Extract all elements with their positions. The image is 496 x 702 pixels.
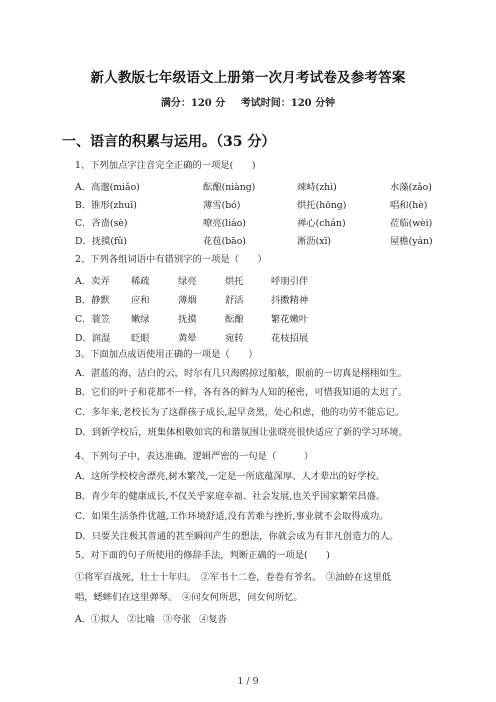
option-cell: 莅临(wèi) <box>390 218 433 229</box>
q5-text-line-1: ①将军百战死，壮士十年归。 ②军书十二卷，卷卷有爷名。 ③油蛉在这里低 <box>75 572 392 583</box>
word-cell: 黄晕 <box>178 333 197 344</box>
word-cell: A．卖弄 <box>75 276 110 287</box>
option-cell: 禅心(chán) <box>297 218 346 229</box>
option-cell: 屋檐(yán) <box>390 236 433 247</box>
exam-time: 考试时间：120 分钟 <box>240 98 336 109</box>
word-cell: 呼朋引伴 <box>271 276 309 287</box>
q4-option-d: D．只要关注极其普通的甚至瞬间产生的想法，你就会成为有非凡创造力的人。 <box>75 531 399 542</box>
word-cell: 抚摸 <box>178 314 197 325</box>
q3-option-d: D．到新学校后，班集体相敬如宾的和谐氛围让张晓亮很快适应了新的学习环境。 <box>75 427 408 438</box>
word-cell: 酝酿 <box>225 314 244 325</box>
option-cell: 薄雪(bó) <box>203 200 241 211</box>
word-cell: 烘托 <box>225 276 244 287</box>
word-cell: B．静默 <box>75 295 110 306</box>
q5-text-line-2: 唱，蟋蟀们在这里弹琴。 ④问女何所思，问女何所忆。 <box>75 592 303 603</box>
word-cell: 应和 <box>131 295 150 306</box>
option-cell: 唱和(hè) <box>390 200 428 211</box>
q4-option-c: C．如果生活条件优越,工作环境舒适,没有苦难与挫折,事业就不会取得成功。 <box>75 511 389 522</box>
question-4-stem: 4、下列句子中，表达准确、逻辑严密的一句是（ ） <box>75 451 314 462</box>
q5-option: ③夸张 <box>163 614 191 625</box>
section-heading: 一、语言的积累与运用。（35 分） <box>62 134 276 150</box>
word-cell: 舒活 <box>225 295 244 306</box>
word-cell: 稀疏 <box>131 276 150 287</box>
q4-option-b: B．青少年的健康成长,不仅关乎家庭幸福、社会发展,也关乎国家繁荣昌盛。 <box>75 491 386 502</box>
option-cell: D．抚摸(fǔ) <box>75 236 128 247</box>
question-1-stem: 1、下列加点字注音完全正确的一项是( ) <box>75 160 256 171</box>
q3-option-a: A．湛蓝的海，洁白的云，时尔有几只海鸥掠过船舷，眼前的一切真是栩栩如生。 <box>75 368 408 379</box>
question-3-stem: 3、下面加点成语使用正确的一项是（ ） <box>75 349 258 360</box>
q5-option: ④复沓 <box>199 614 227 625</box>
q4-option-a: A．这所学校校舍漂亮,树木繁茂,一定是一所底蕴深厚、人才辈出的好学校。 <box>75 471 386 482</box>
option-cell: 竦峙(zhì) <box>297 182 337 193</box>
word-cell: C．蓑笠 <box>75 314 111 325</box>
option-cell: C．吝啬(sè) <box>75 218 128 229</box>
q3-option-c: C．多年来,老校长为了这群孩子成长,起早贪黑，处心积虑，他的功劳不能忘记。 <box>75 407 405 418</box>
word-cell: 绿亮 <box>178 276 197 287</box>
word-cell: 眨眼 <box>131 333 150 344</box>
option-cell: A．高邈(miǎo) <box>75 182 140 193</box>
word-cell: D．润湿 <box>75 333 111 344</box>
q5-option: ②比喻 <box>127 614 155 625</box>
option-cell: 酝酿(niàng) <box>203 182 256 193</box>
word-cell: 宛转 <box>225 333 244 344</box>
option-cell: 花苞(bāo) <box>203 236 246 247</box>
word-cell: 抖擞精神 <box>271 295 309 306</box>
word-cell: 嫩绿 <box>131 314 150 325</box>
q5-option: A．①拟人 <box>75 614 119 625</box>
option-cell: 淅沥(xī) <box>297 236 332 247</box>
option-cell: B．锥形(zhuī) <box>75 200 137 211</box>
question-5-stem: 5、对下面的句子所使用的修辞手法，判断正确的一项是( ) <box>75 550 330 561</box>
option-cell: 烘托(hōng) <box>297 200 347 211</box>
word-cell: 薄烟 <box>178 295 197 306</box>
option-cell: 水藻(zǎo) <box>390 182 432 193</box>
full-score: 满分：120 分 <box>160 98 226 109</box>
question-2-stem: 2、下列各组词语中有错别字的一项是（ ） <box>75 254 267 265</box>
q3-option-b: B．它们的叶子和花都不一样，各有各的鲜为人知的秘密，可惜我知道的太迟了。 <box>75 387 408 398</box>
option-cell: 嘹亮(liáo) <box>203 218 246 229</box>
word-cell: 花枝招展 <box>271 333 309 344</box>
word-cell: 繁花嫩叶 <box>271 314 309 325</box>
exam-title: 新人教版七年级语文上册第一次月考试卷及参考答案 <box>90 70 406 86</box>
exam-subtitle <box>0 94 496 109</box>
page-number: 1 / 9 <box>237 676 259 687</box>
